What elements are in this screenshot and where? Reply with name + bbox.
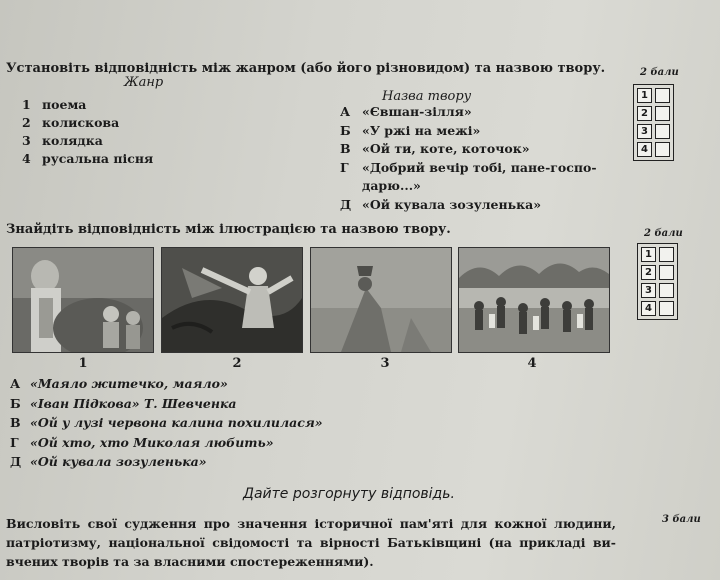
grid-row [637, 88, 670, 103]
answer-box[interactable] [655, 88, 670, 103]
work-item-d [340, 196, 597, 215]
illustration-number-1: 1 [78, 356, 88, 371]
work-key: Д [340, 196, 352, 212]
illustration-2 [161, 247, 303, 353]
option-key: Д [10, 454, 22, 469]
work-item-h-cont [340, 177, 597, 196]
section-heading: Дайте розгорнуту відповідь. [243, 486, 455, 502]
task2-option-h [10, 433, 323, 453]
work-key: А [340, 104, 351, 119]
genre-text: русальна пісня [42, 151, 154, 166]
option-key: Г [10, 434, 19, 450]
illustration-3 [310, 247, 452, 353]
answer-box[interactable] [659, 247, 674, 262]
task1-instruction-text: Установіть відповідність між жанром (або його різновидом) та назвою твору. [6, 61, 606, 76]
work-text: «Євшан-зілля» [362, 104, 472, 119]
grid-row-number: 4 [637, 142, 652, 157]
grid-row [637, 124, 670, 139]
task2-instruction: Знайдіть відповідність між ілюстрацією та назвою твору. [6, 222, 451, 237]
genre-item-1 [22, 96, 153, 114]
task2-option-v [10, 413, 323, 433]
genre-item-4 [22, 150, 153, 168]
genre-list [22, 96, 153, 168]
work-key: В [340, 141, 351, 156]
grid-row [641, 247, 674, 262]
grid-row-number: 4 [641, 301, 656, 316]
grid-row [637, 142, 670, 157]
genre-key: 2 [22, 115, 31, 130]
grid-row [641, 301, 674, 316]
genre-key: 4 [22, 151, 31, 166]
grid-row [641, 265, 674, 280]
option-text: «Маяло житечко, маяло» [30, 376, 228, 391]
grid-row-number: 1 [637, 88, 652, 103]
task2-option-d [10, 452, 323, 472]
genre-key: 3 [22, 133, 31, 148]
work-text: дарю...» [362, 178, 421, 193]
illustration-1 [12, 247, 154, 353]
option-key: А [10, 376, 21, 391]
task2-option-a [10, 374, 323, 394]
illustration-number-4: 4 [527, 356, 537, 371]
option-text: «Ой кувала зозуленька» [30, 454, 207, 469]
task1-instruction [6, 61, 605, 76]
work-item-v [340, 140, 597, 159]
illustration-4 [458, 247, 610, 353]
genre-item-3 [22, 132, 153, 150]
work-text: «Ой ти, коте, коточок» [362, 141, 530, 156]
task3-score: 3 бали [662, 514, 701, 525]
option-key: Б [10, 395, 21, 411]
grid-row-number: 3 [641, 283, 656, 298]
work-text: «Добрий вечір тобі, пане-госпо- [362, 159, 597, 175]
grid-row [641, 283, 674, 298]
option-text: «Іван Підкова» Т. Шевченка [30, 395, 237, 411]
work-item-h [340, 159, 597, 178]
genre-text: поема [42, 97, 87, 112]
grid-row [637, 106, 670, 121]
task2-grid-frame [637, 243, 678, 320]
task3-text: Висловіть свої судження про значення історичної пам'яті для кожної людини, патріотизму, національної свідомості та вірності Батьківщині (на прикладі ви-вчених творів та за власними спостереженнями). [6, 516, 616, 569]
task2-option-list [10, 374, 323, 472]
genre-text: колискова [42, 115, 120, 130]
work-text: «Ой кувала зозуленька» [362, 196, 542, 212]
answer-box[interactable] [659, 265, 674, 280]
answer-box[interactable] [655, 124, 670, 139]
option-text: «Ой хто, хто Миколая любить» [30, 434, 274, 450]
work-list [340, 103, 597, 214]
work-item-a [340, 103, 597, 122]
task1-grid-frame [633, 84, 674, 161]
genre-item-2 [22, 114, 153, 132]
work-key: Г [340, 159, 349, 175]
illustration-number-2: 2 [232, 356, 242, 371]
task1-answer-grid [633, 84, 674, 161]
answer-box[interactable] [659, 301, 674, 316]
grid-row-number: 2 [641, 265, 656, 280]
illustration-number-3: 3 [380, 356, 390, 371]
task2-score: 2 бали [644, 228, 683, 239]
genre-text: колядка [42, 133, 103, 148]
work-column-title: Назва твору [382, 89, 472, 104]
task2-answer-grid [637, 243, 678, 320]
grid-row-number: 2 [637, 106, 652, 121]
grid-row-number: 3 [637, 124, 652, 139]
work-key: Б [340, 122, 351, 138]
task2-option-b [10, 394, 323, 414]
answer-box[interactable] [659, 283, 674, 298]
genre-key: 1 [22, 97, 31, 112]
task1-score: 2 бали [640, 67, 679, 78]
genre-column-title: Жанр [124, 75, 164, 90]
option-key: В [10, 415, 21, 430]
answer-box[interactable] [655, 106, 670, 121]
work-text: «У ржі на межі» [362, 122, 481, 138]
work-item-b [340, 122, 597, 141]
grid-row-number: 1 [641, 247, 656, 262]
answer-box[interactable] [655, 142, 670, 157]
option-text: «Ой у лузі червона калина похилилася» [30, 415, 323, 430]
